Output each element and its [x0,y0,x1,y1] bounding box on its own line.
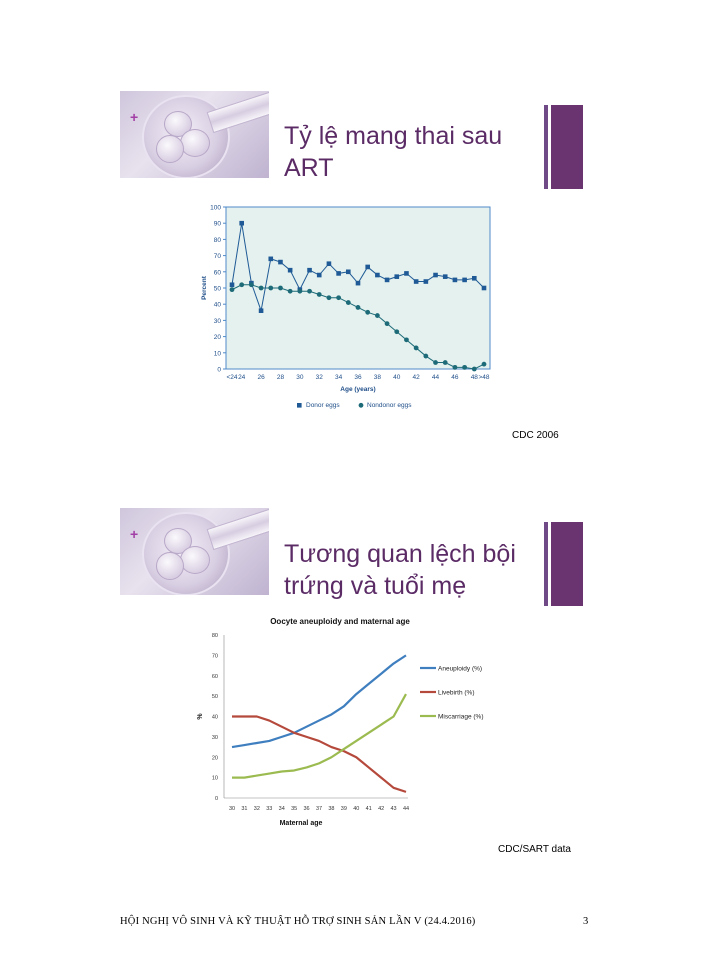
x-tick-label: 26 [257,374,265,381]
x-tick-label: 40 [353,806,360,812]
y-tick-label: 50 [213,285,221,293]
data-point [423,354,428,359]
data-point [443,360,448,365]
chart-title: Oocyte aneuploidy and maternal age [270,617,410,626]
data-point [307,289,312,294]
title-accent-block [551,105,583,189]
y-tick-label: 30 [211,734,218,741]
data-point [414,279,419,284]
x-tick-label: 40 [393,374,401,381]
data-point [472,367,477,372]
y-tick-label: 90 [213,220,221,228]
data-point [317,292,322,297]
data-point [230,287,235,292]
data-point [268,257,273,262]
footer-text: HỘI NGHỊ VÔ SINH VÀ KỸ THUẬT HỖ TRỢ SINH SẢN LẦN V (24.4.2016) [120,916,476,927]
series-line [232,717,406,792]
legend-label: Nondonor eggs [367,402,412,409]
x-tick-label: 30 [296,374,304,381]
series-line [232,655,406,747]
x-tick-label: 48 [470,374,478,381]
y-tick-label: 30 [213,317,221,325]
y-tick-label: 40 [211,714,218,721]
y-tick-label: 80 [211,633,218,639]
data-point [327,295,332,300]
data-point [482,362,487,367]
x-tick-label: 28 [276,374,285,381]
plus-icon: + [130,526,139,542]
x-tick-label: 24 [238,374,246,381]
y-tick-label: 60 [211,673,218,680]
data-point [365,310,370,315]
data-point [278,286,283,291]
x-tick-label: 30 [228,806,236,812]
plus-icon: + [130,109,139,125]
embryo-image [120,508,269,595]
page-number: 3 [583,916,589,927]
x-tick-label: 36 [303,806,310,812]
x-tick-label: 39 [340,806,347,812]
y-axis-label: % [197,713,204,720]
data-point [433,360,438,365]
title-accent-bar [544,105,548,189]
y-tick-label: 10 [213,350,221,358]
y-tick-label: 70 [213,253,221,261]
x-tick-label: 35 [291,806,298,812]
data-point [433,273,438,278]
y-tick-label: 100 [210,204,221,212]
data-point [307,268,312,273]
x-tick-label: 44 [431,374,440,381]
data-point [453,278,458,283]
y-tick-label: 20 [211,755,218,762]
data-point [249,282,254,287]
data-point [278,260,283,265]
x-tick-label: 34 [278,806,285,812]
data-point [375,273,380,278]
data-point [424,279,429,284]
data-point [365,265,370,270]
data-point [239,221,244,226]
x-tick-label: 33 [266,806,273,812]
data-point [414,346,419,351]
data-point [482,286,487,291]
title-accent-block [551,522,583,606]
data-point [336,271,341,276]
x-tick-label: 41 [365,806,372,812]
legend-marker-nondonor [359,403,364,408]
data-point [443,274,448,279]
x-tick-label: 38 [328,806,335,812]
x-tick-label: 32 [253,806,260,812]
data-point [288,289,293,294]
data-point [259,308,264,313]
data-point [327,261,332,266]
data-point [375,313,380,318]
y-tick-label: 0 [217,366,221,374]
data-point [356,281,361,286]
data-point [230,282,235,287]
x-tick-label: 42 [378,806,385,812]
y-tick-label: 70 [211,653,218,660]
aneuploidy-chart [190,610,520,832]
embryo-image [120,91,269,178]
data-point [268,286,273,291]
y-tick-label: 80 [213,236,221,244]
data-point [317,273,322,278]
legend-label: Aneuploidy (%) [438,665,483,673]
chart-source: CDC/SART data [498,844,571,855]
pregnancy-rate-chart [196,200,496,416]
data-point [336,295,341,300]
y-axis-label: Percent [201,276,208,300]
x-axis-label: Age (years) [340,386,376,393]
data-point [472,276,477,281]
x-axis-label: Maternal age [279,820,323,827]
data-point [346,300,351,305]
x-tick-label: 43 [390,806,397,812]
chart-source: CDC 2006 [512,430,559,441]
data-point [404,337,409,342]
x-tick-label: 42 [412,374,420,381]
y-tick-label: 60 [213,269,221,277]
data-point [346,270,351,275]
y-tick-label: 0 [214,796,218,802]
slide-2 [0,480,720,960]
x-tick-label: 32 [315,374,323,381]
slide-title: Tỷ lệ mang thai sau ART [284,122,503,182]
x-tick-label: 36 [354,374,362,381]
data-point [462,365,467,370]
legend-label: Livebirth (%) [438,689,475,697]
x-tick-label: 31 [241,806,248,812]
data-point [297,289,302,294]
x-tick-label: >48 [478,374,490,381]
x-tick-label: 34 [334,374,343,381]
x-tick-label: 38 [373,374,382,381]
y-tick-label: 40 [213,301,221,309]
x-tick-label: <24 [226,374,238,381]
data-point [288,268,293,273]
data-point [453,365,458,370]
slide-title: Tương quan lệch bội trứng và tuổi mẹ [284,540,516,600]
x-tick-label: 44 [402,806,410,812]
data-point [356,305,361,310]
data-point [394,329,399,334]
series-line [232,694,406,778]
y-tick-label: 10 [211,775,218,782]
data-point [385,321,390,326]
data-point [385,278,390,283]
x-tick-label: 37 [315,806,323,812]
legend-marker-donor [297,403,302,408]
data-point [239,282,244,287]
x-tick-label: 46 [451,374,459,381]
data-point [259,286,264,291]
title-accent-bar [544,522,548,606]
legend-label: Miscarriage (%) [438,713,484,721]
data-point [404,271,409,276]
legend-label: Donor eggs [306,402,340,409]
y-tick-label: 50 [211,694,218,701]
y-tick-label: 20 [213,334,221,342]
data-point [394,274,399,279]
data-point [462,278,467,283]
